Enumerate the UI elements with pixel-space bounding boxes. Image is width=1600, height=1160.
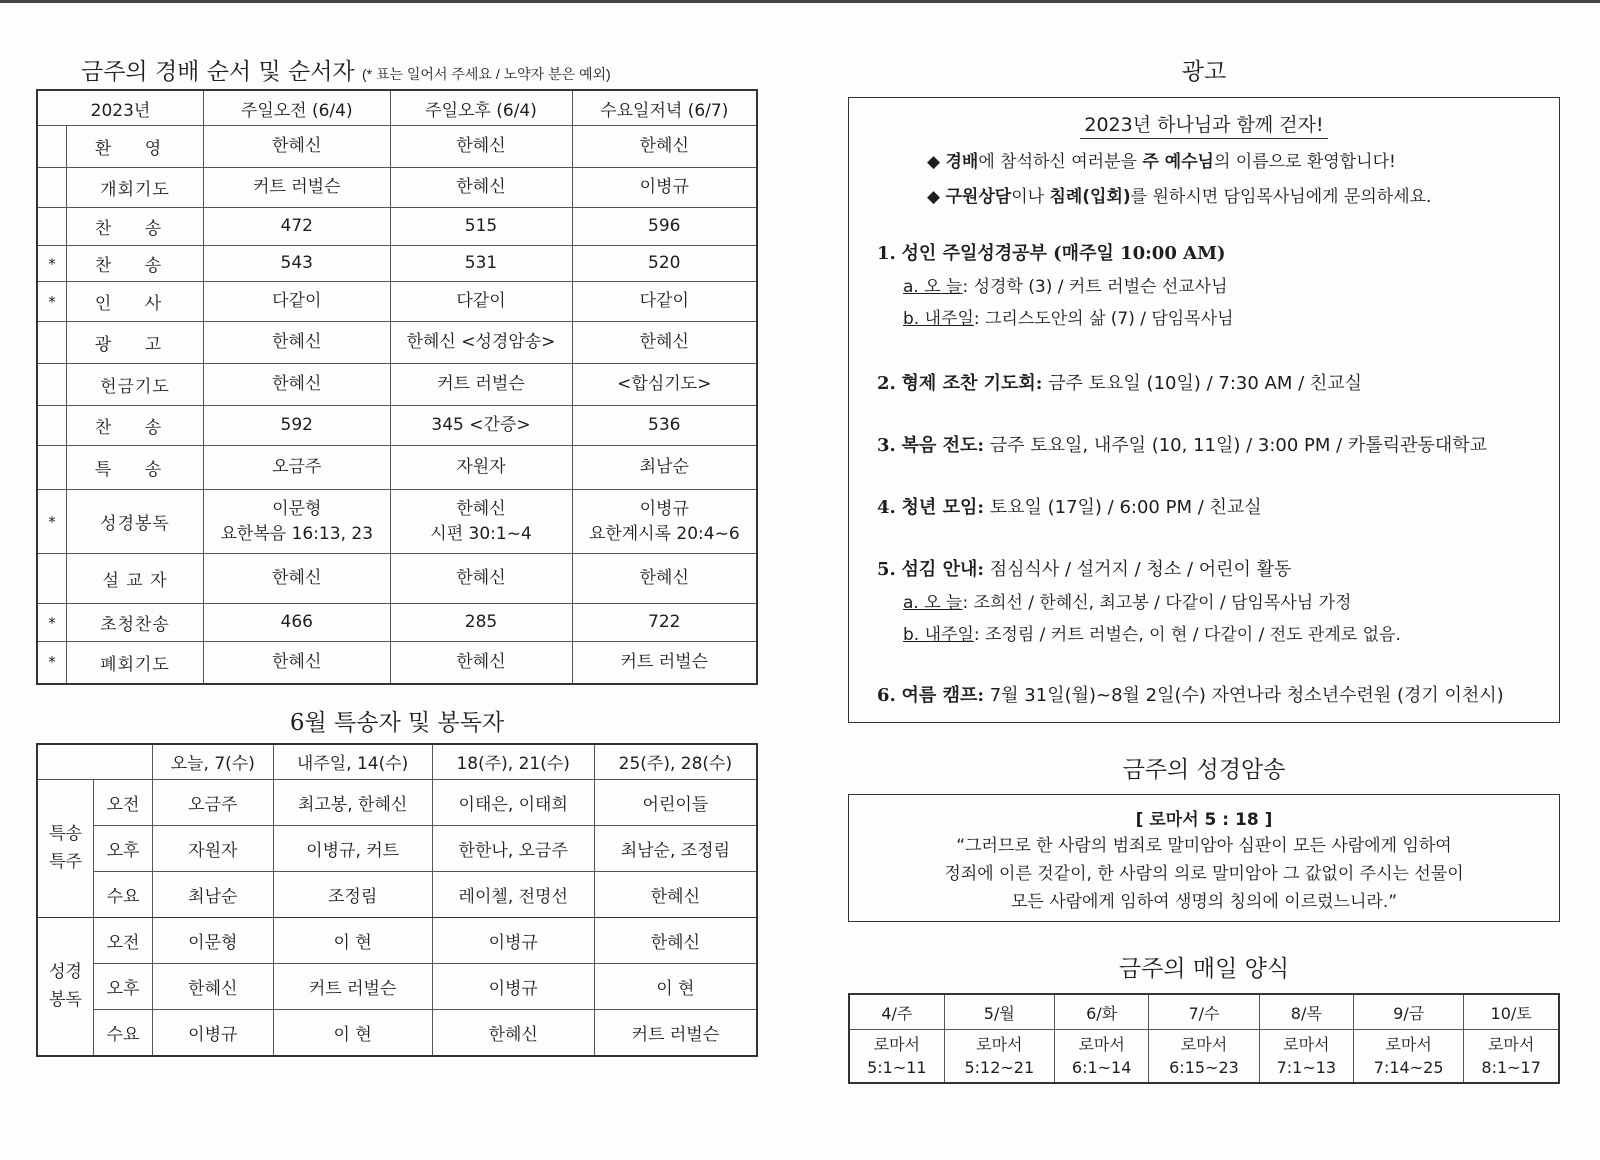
roster-cell: 이병규 [432, 917, 594, 963]
worship-cell-name: 472 [280, 216, 313, 236]
roster-cell: 한혜신 [594, 871, 757, 917]
daily-reading-table [848, 993, 1560, 1084]
worship-cell-name: 한혜신 [272, 374, 322, 394]
worship-cell-passage: 요한복음 16:13, 23 [220, 523, 374, 544]
daily-book: 로마서 [1283, 1035, 1330, 1054]
announcement-subitem [903, 587, 1559, 619]
stand-marker [37, 406, 67, 446]
announcements-box [848, 97, 1560, 723]
worship-cell-name: <합심기도> [617, 374, 712, 394]
roster-cell: 이태은, 이태희 [432, 779, 594, 825]
worship-cell [572, 604, 757, 642]
worship-cell-name: 543 [280, 253, 313, 273]
worship-cell-name: 한혜신 [272, 651, 322, 672]
stand-marker: * [37, 604, 67, 642]
daily-reading-row [849, 1030, 1559, 1084]
counsel-text-1: 이나 [1011, 187, 1050, 207]
worship-cell [572, 246, 757, 282]
daily-day-header: 5/월 [944, 994, 1054, 1030]
roster-cell: 조정림 [273, 871, 432, 917]
worship-cell [390, 282, 572, 322]
worship-role: 초청찬송 [67, 604, 204, 642]
subitem-text: : 그리스도안의 삶 (7) / 담임목사님 [973, 309, 1234, 329]
announcement-detail: 토요일 (17일) / 6:00 PM / 친교실 [984, 497, 1262, 518]
roster-cell: 오금주 [153, 779, 274, 825]
worship-cell-name: 다같이 [639, 291, 689, 311]
memory-verse-reference: [ 로마서 5 : 18 ] [1135, 810, 1273, 830]
roster-group-label-line1: 특송 [49, 824, 82, 844]
worship-role: 환 영 [67, 126, 204, 168]
stand-marker: * [37, 282, 67, 322]
roster-cell: 이문형 [153, 917, 274, 963]
worship-cell-name: 한혜신 <성경암송> [406, 332, 556, 352]
worship-cell [390, 446, 572, 490]
announcement-heading: 청년 모임: [901, 497, 984, 518]
roster-row [37, 779, 757, 825]
roster-group-label-line2: 봉독 [49, 990, 82, 1010]
worship-cell-name: 한혜신 [456, 568, 506, 588]
june-col-2: 내주일, 14(수) [273, 744, 432, 780]
daily-book: 로마서 [1487, 1035, 1535, 1054]
announcement-number: 2. [877, 373, 896, 394]
top-border-line [0, 0, 1600, 3]
roster-row [37, 825, 757, 871]
roster-cell: 한혜신 [594, 917, 757, 963]
worship-cell-name: 345 <간증> [431, 415, 531, 435]
standing-note: (* 표는 일어서 주세요 / 노약자 분은 예외) [361, 66, 611, 82]
worship-cell-name: 한혜신 [639, 568, 689, 588]
daily-range: 7:1~13 [1276, 1058, 1337, 1077]
worship-cell [572, 168, 757, 208]
roster-cell: 한혜신 [153, 963, 274, 1009]
memory-verse-text [849, 832, 1559, 916]
worship-order-table [36, 89, 758, 685]
worship-role: 인 사 [67, 282, 204, 322]
worship-row [37, 322, 757, 364]
worship-cell [572, 208, 757, 246]
roster-cell: 최남순 [153, 871, 274, 917]
daily-day-header: 9/금 [1354, 994, 1464, 1030]
worship-role: 찬 송 [67, 406, 204, 446]
roster-cell: 최남순, 조정림 [594, 825, 757, 871]
stand-marker [37, 208, 67, 246]
announcement-item-title [877, 553, 1559, 587]
daily-day-header: 6/화 [1054, 994, 1148, 1030]
welcome-bold-2: 주 예수님 [1142, 152, 1214, 172]
worship-row [37, 282, 757, 322]
worship-row [37, 642, 757, 684]
daily-reading-cell [1259, 1030, 1353, 1084]
col-wednesday-pm: 수요일저녁 (6/7) [572, 90, 757, 126]
worship-role: 특 송 [67, 446, 204, 490]
roster-cell: 최고봉, 한혜신 [273, 779, 432, 825]
subitem-text: : 조희선 / 한혜신, 최고봉 / 다같이 / 담임목사님 가정 [962, 593, 1352, 613]
worship-cell-name: 한혜신 [456, 177, 506, 197]
roster-cell: 이 현 [594, 963, 757, 1009]
worship-cell [204, 554, 391, 604]
worship-row [37, 168, 757, 208]
counsel-bold-2: 침례(입회) [1049, 187, 1131, 207]
announcement-subitem [903, 271, 1559, 303]
announcement-item-title [877, 367, 1559, 401]
stand-marker: * [37, 246, 67, 282]
announcement-detail: 7월 31일(월)~8월 2일(수) 자연나라 청소년수련원 (경기 이천시) [984, 685, 1504, 706]
worship-cell-name: 한혜신 [272, 332, 322, 352]
announcement-heading: 섬김 안내: [901, 559, 984, 580]
worship-cell [390, 642, 572, 684]
worship-cell [204, 246, 391, 282]
worship-role: 폐회기도 [67, 642, 204, 684]
worship-cell [572, 446, 757, 490]
stand-marker: * [37, 642, 67, 684]
worship-cell-name: 오금주 [272, 457, 322, 477]
announcement-item-title [877, 679, 1559, 713]
roster-service: 오후 [94, 963, 153, 1009]
announcement-item [877, 237, 1559, 335]
worship-cell-name: 한혜신 [456, 651, 506, 672]
col-sunday-pm: 주일오후 (6/4) [390, 90, 572, 126]
worship-role: 찬 송 [67, 208, 204, 246]
daily-book: 로마서 [1078, 1035, 1125, 1054]
memory-verse-title: 금주의 성경암송 [1122, 757, 1286, 783]
worship-cell [572, 406, 757, 446]
daily-range: 6:15~23 [1169, 1058, 1239, 1077]
worship-cell-name: 596 [648, 216, 681, 236]
worship-cell-name: 한혜신 [456, 498, 506, 519]
roster-cell: 커트 러벌슨 [594, 1009, 757, 1056]
roster-cell: 이병규, 커트 [273, 825, 432, 871]
worship-role: 개회기도 [67, 168, 204, 208]
roster-service: 오전 [94, 779, 153, 825]
worship-row [37, 208, 757, 246]
worship-row [37, 490, 757, 554]
memory-verse-box [848, 794, 1560, 922]
stand-marker [37, 364, 67, 406]
worship-role: 성경봉독 [67, 490, 204, 554]
worship-order-heading [81, 55, 758, 89]
daily-reading-cell [1054, 1030, 1148, 1084]
daily-day-header: 4/주 [849, 994, 944, 1030]
worship-cell-passage: 시편 30:1~4 [430, 523, 532, 544]
worship-cell [204, 208, 391, 246]
worship-cell [572, 490, 757, 554]
worship-role: 설 교 자 [67, 554, 204, 604]
announcement-detail: 점심식사 / 설거지 / 청소 / 어린이 활동 [984, 559, 1292, 580]
roster-row [37, 1009, 757, 1056]
roster-cell: 커트 러벌슨 [273, 963, 432, 1009]
worship-cell [390, 490, 572, 554]
worship-cell-name: 커트 러벌슨 [252, 177, 341, 197]
worship-row [37, 364, 757, 406]
june-roster-table [36, 743, 758, 1057]
welcome-bold-1: 경배 [945, 152, 979, 172]
worship-cell-name: 커트 러벌슨 [437, 374, 525, 394]
announcement-item [877, 367, 1559, 401]
worship-cell-name: 한혜신 [272, 136, 322, 156]
june-corner-header [37, 744, 153, 780]
worship-cell-passage: 요한계시록 20:4~6 [588, 523, 740, 544]
daily-book: 로마서 [873, 1035, 921, 1054]
roster-cell: 자원자 [153, 825, 274, 871]
year-header: 2023년 [37, 90, 204, 126]
announcement-item-title [877, 491, 1559, 525]
worship-row [37, 126, 757, 168]
welcome-text-2: 의 이름으로 환영합니다! [1213, 152, 1396, 172]
roster-row [37, 917, 757, 963]
announcement-item [877, 491, 1559, 525]
stand-marker [37, 168, 67, 208]
right-column [848, 55, 1560, 1084]
daily-reading-title: 금주의 매일 양식 [1118, 956, 1290, 982]
june-col-4: 25(주), 28(수) [594, 744, 757, 780]
roster-service: 오전 [94, 917, 153, 963]
worship-row [37, 604, 757, 642]
subitem-text: : 조정림 / 커트 러벌슨, 이 현 / 다같이 / 전도 관계로 없음. [973, 625, 1401, 645]
worship-cell [204, 126, 391, 168]
worship-cell [390, 604, 572, 642]
worship-cell [572, 642, 757, 684]
announcement-heading: 여름 캠프: [901, 685, 984, 706]
roster-group-label [37, 779, 94, 917]
daily-day-header: 7/수 [1149, 994, 1259, 1030]
announcement-number: 6. [877, 685, 896, 706]
daily-range: 5:1~11 [867, 1058, 927, 1077]
worship-cell [204, 642, 391, 684]
roster-service: 오후 [94, 825, 153, 871]
ads-title: 광고 [1181, 59, 1227, 85]
announcement-heading: 형제 조찬 기도회: [901, 373, 1043, 394]
announcement-detail: 금주 토요일, 내주일 (10, 11일) / 3:00 PM / 카톨릭관동대학교 [984, 435, 1488, 456]
roster-cell: 한혜신 [432, 1009, 594, 1056]
stand-marker [37, 554, 67, 604]
worship-row [37, 446, 757, 490]
worship-header-row [37, 90, 757, 126]
worship-cell-name: 515 [464, 216, 498, 236]
daily-book: 로마서 [976, 1035, 1023, 1054]
worship-cell [572, 322, 757, 364]
roster-cell: 어린이들 [594, 779, 757, 825]
ads-headline: 2023년 하나님과 함께 걷자! [1080, 114, 1327, 139]
worship-role: 광 고 [67, 322, 204, 364]
subitem-label: b. 내주일 [903, 309, 974, 329]
daily-book: 로마서 [1180, 1035, 1228, 1054]
worship-cell-name: 285 [464, 612, 498, 632]
worship-row [37, 554, 757, 604]
announcement-item [877, 679, 1559, 713]
roster-cell: 이병규 [432, 963, 594, 1009]
bullet-icon: ◆ [927, 187, 941, 207]
worship-cell-name: 다같이 [272, 291, 322, 311]
daily-reading-cell [849, 1030, 944, 1084]
roster-row [37, 963, 757, 1009]
daily-day-header: 10/토 [1464, 994, 1559, 1030]
worship-cell [204, 490, 391, 554]
worship-cell-name: 다같이 [456, 291, 506, 311]
worship-cell-name: 최남순 [639, 457, 689, 477]
col-sunday-am: 주일오전 (6/4) [204, 90, 391, 126]
daily-range: 7:14~25 [1373, 1058, 1444, 1077]
stand-marker [37, 446, 67, 490]
worship-cell-name: 592 [280, 415, 313, 435]
roster-cell: 이병규 [153, 1009, 274, 1056]
roster-group-label [37, 917, 94, 1056]
worship-row [37, 246, 757, 282]
memory-verse-line: 모든 사람에게 임하여 생명의 칭의에 이르렀느니라.” [1010, 892, 1398, 912]
stand-marker [37, 126, 67, 168]
worship-cell [204, 446, 391, 490]
daily-range: 6:1~14 [1071, 1058, 1132, 1077]
roster-cell: 이 현 [273, 917, 432, 963]
worship-cell-name: 커트 러벌슨 [620, 651, 709, 672]
worship-cell [390, 168, 572, 208]
announcement-heading: 성인 주일성경공부 (매주일 10:00 AM) [901, 243, 1226, 264]
announcement-item-title [877, 237, 1559, 271]
worship-cell [204, 322, 391, 364]
worship-cell [204, 282, 391, 322]
announcement-subitem [903, 303, 1559, 335]
announcement-heading: 복음 전도: [901, 435, 984, 456]
daily-reading-cell [1149, 1030, 1259, 1084]
worship-order-title: 금주의 경배 순서 및 순서자 [81, 59, 355, 85]
announcement-detail: 금주 토요일 (10일) / 7:30 AM / 친교실 [1042, 373, 1363, 394]
roster-group-label-line1: 성경 [49, 962, 82, 982]
worship-cell [572, 282, 757, 322]
worship-cell [572, 554, 757, 604]
subitem-label: a. 오 늘 [903, 277, 963, 297]
june-roster-body [37, 779, 757, 1056]
worship-role: 찬 송 [67, 246, 204, 282]
worship-cell [204, 364, 391, 406]
counsel-text-2: 를 원하시면 담임목사님에게 문의하세요. [1130, 187, 1432, 207]
worship-cell [204, 168, 391, 208]
worship-cell-name: 이병규 [639, 498, 689, 519]
roster-service: 수요 [94, 1009, 153, 1056]
daily-reading-cell [1354, 1030, 1464, 1084]
roster-cell: 한한나, 오금주 [432, 825, 594, 871]
worship-cell-name: 이병규 [639, 177, 689, 197]
worship-cell [390, 406, 572, 446]
june-roster-title: 6월 특송자 및 봉독자 [289, 709, 505, 736]
worship-cell-name: 722 [648, 612, 681, 632]
worship-cell-name: 466 [280, 612, 313, 632]
june-col-3: 18(주), 21(수) [432, 744, 594, 780]
worship-cell [390, 322, 572, 364]
stand-marker [37, 322, 67, 364]
june-col-1: 오늘, 7(수) [153, 744, 274, 780]
daily-day-header: 8/목 [1259, 994, 1353, 1030]
june-header-row [37, 744, 757, 780]
left-column [36, 55, 758, 1057]
worship-cell [204, 604, 391, 642]
worship-cell-name: 한혜신 [639, 136, 689, 156]
announcement-item [877, 429, 1559, 463]
worship-cell [572, 126, 757, 168]
worship-cell-name: 한혜신 [639, 332, 689, 352]
ads-headline-wrap [849, 110, 1559, 137]
roster-service: 수요 [94, 871, 153, 917]
announcement-number: 1. [877, 243, 896, 264]
worship-cell [390, 126, 572, 168]
subitem-label: a. 오 늘 [903, 593, 963, 613]
daily-book: 로마서 [1385, 1035, 1432, 1054]
announcement-subitem [903, 619, 1559, 651]
worship-cell-name: 520 [648, 253, 681, 273]
worship-cell [390, 364, 572, 406]
daily-reading-cell [944, 1030, 1054, 1084]
bullet-icon: ◆ [927, 152, 941, 172]
counsel-bold-1: 구원상담 [945, 187, 1012, 207]
daily-reading-cell [1464, 1030, 1559, 1084]
announcement-item [877, 553, 1559, 651]
announcement-number: 4. [877, 497, 896, 518]
roster-cell: 레이첼, 전명선 [432, 871, 594, 917]
worship-order-body [37, 126, 757, 684]
worship-cell-name: 536 [648, 415, 681, 435]
worship-cell [390, 246, 572, 282]
daily-range: 5:12~21 [964, 1058, 1035, 1077]
announcement-number: 3. [877, 435, 896, 456]
roster-group-label-line2: 특주 [49, 852, 82, 872]
counsel-line [927, 182, 1559, 207]
memory-verse-line: 정죄에 이른 것같이, 한 사람의 의로 말미암아 그 값없이 주시는 선물이 [944, 864, 1464, 884]
worship-cell [390, 208, 572, 246]
worship-cell [572, 364, 757, 406]
worship-cell-name: 531 [464, 253, 498, 273]
announcement-number: 5. [877, 559, 896, 580]
roster-row [37, 871, 757, 917]
worship-cell-name: 한혜신 [272, 568, 322, 588]
worship-role: 헌금기도 [67, 364, 204, 406]
announcement-list [877, 237, 1559, 713]
worship-row [37, 406, 757, 446]
welcome-line [927, 147, 1559, 172]
roster-cell: 이 현 [273, 1009, 432, 1056]
subitem-text: : 성경학 (3) / 커트 러벌슨 선교사님 [962, 277, 1228, 297]
welcome-text-1: 에 참석하신 여러분을 [978, 152, 1143, 172]
worship-cell [204, 406, 391, 446]
announcement-item-title [877, 429, 1559, 463]
subitem-label: b. 내주일 [903, 625, 974, 645]
worship-cell [390, 554, 572, 604]
daily-header-row [849, 994, 1559, 1030]
worship-cell-name: 자원자 [456, 457, 506, 477]
memory-verse-line: “그러므로 한 사람의 범죄로 말미암아 심판이 모든 사람에게 임하여 [956, 836, 1452, 856]
daily-range: 8:1~17 [1481, 1058, 1541, 1077]
worship-cell-name: 이문형 [272, 498, 322, 519]
stand-marker: * [37, 490, 67, 554]
worship-cell-name: 한혜신 [456, 136, 506, 156]
